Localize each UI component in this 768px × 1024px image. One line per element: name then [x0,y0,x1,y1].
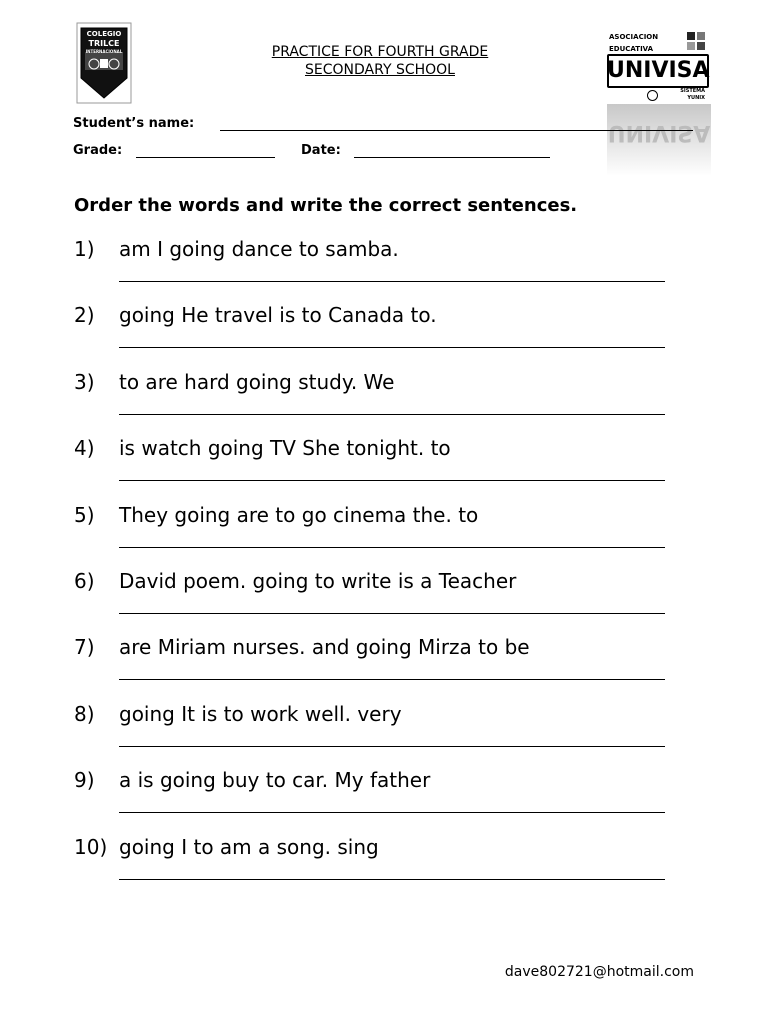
scrambled-sentence: is watch going TV She tonight. to [119,436,451,460]
logo-square [697,42,705,50]
scrambled-sentence: David poem. going to write is a Teacher [119,569,517,593]
answer-line[interactable] [119,812,665,813]
answer-line[interactable] [119,879,665,880]
scrambled-sentence: are Miriam nurses. and going Mirza to be [119,635,530,659]
exercise-item [74,568,694,628]
item-number: 9) [74,768,95,792]
answer-line[interactable] [119,547,665,548]
scrambled-sentence: am I going dance to samba. [119,237,399,261]
student-name-label: Student’s name: [73,116,195,131]
crest-text-colegio: COLEGIO [86,30,122,38]
logo-square [687,42,695,50]
scrambled-sentence: to are hard going study. We [119,370,395,394]
student-name-field[interactable] [220,130,693,131]
exercise-item [74,236,694,296]
logo-text-yunix: YUNIX [687,95,705,101]
answer-line[interactable] [119,347,665,348]
scrambled-sentence: They going are to go cinema the. to [119,503,479,527]
item-number: 1) [74,237,95,261]
worksheet-title-line2: SECONDARY SCHOOL [305,62,455,78]
exercise-item [74,369,694,429]
date-field[interactable] [354,157,550,158]
item-number: 6) [74,569,95,593]
univisa-logo [607,30,711,175]
logo-square [697,32,705,40]
instruction-text: Order the words and write the correct sentences. [74,195,578,216]
date-label: Date: [301,143,341,158]
school-crest-logo [76,22,132,104]
crest-text-internacional: INTERNACIONAL [85,49,123,54]
logo-brand-name: UNIVISA [607,58,710,83]
scrambled-sentence: going I to am a song. sing [119,835,379,859]
logo-square [687,32,695,40]
crest-text-trilce: TRILCE [88,39,120,48]
logo-circle-icon [647,90,658,101]
answer-line[interactable] [119,679,665,680]
logo-text-sistema: SISTEMA [680,88,705,94]
item-number: 10) [74,835,108,859]
worksheet-title-line1: PRACTICE FOR FOURTH GRADE [271,44,489,60]
answer-line[interactable] [119,414,665,415]
item-number: 3) [74,370,95,394]
exercise-item [74,634,694,694]
item-number: 8) [74,702,95,726]
exercise-item [74,767,694,827]
exercise-item [74,302,694,362]
scrambled-sentence: going He travel is to Canada to. [119,303,437,327]
scrambled-sentence: going It is to work well. very [119,702,402,726]
exercise-item [74,701,694,761]
exercise-item [74,502,694,562]
item-number: 5) [74,503,95,527]
item-number: 7) [74,635,95,659]
grade-field[interactable] [136,157,275,158]
exercise-item [74,435,694,495]
answer-line[interactable] [119,281,665,282]
logo-reflection-text: UNIVISA [607,120,711,145]
answer-line[interactable] [119,613,665,614]
item-number: 4) [74,436,95,460]
grade-label: Grade: [73,143,123,158]
item-number: 2) [74,303,95,327]
logo-text-educativa: EDUCATIVA [609,45,654,53]
answer-line[interactable] [119,746,665,747]
exercise-item [74,834,694,894]
footer-email: dave802721@hotmail.com [504,964,694,980]
scrambled-sentence: a is going buy to car. My father [119,768,431,792]
logo-text-asociacion: ASOCIACION [609,33,659,41]
answer-line[interactable] [119,480,665,481]
